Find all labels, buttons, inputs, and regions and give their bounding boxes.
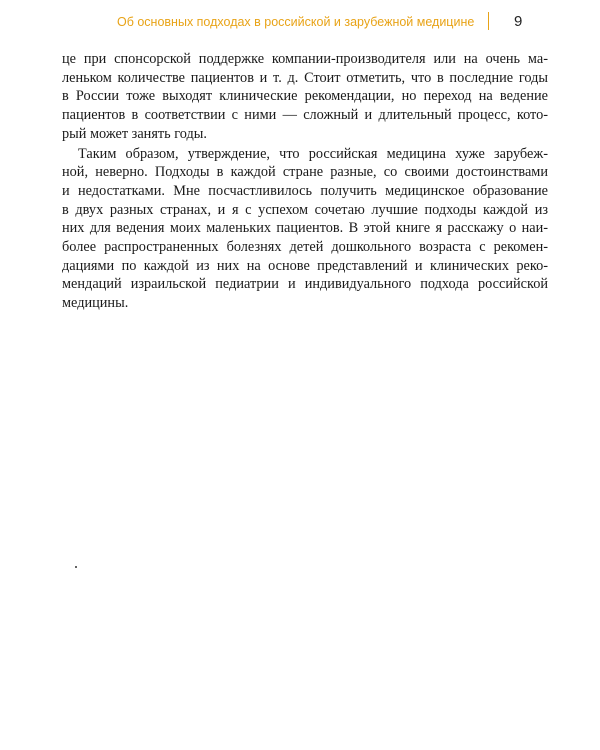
text-line: и недостатками. Мне посчастливилось получить медицинское образование [62, 182, 548, 199]
body-text [62, 50, 548, 313]
page-number: 9 [514, 13, 523, 30]
text-line: Таким образом, утверждение, что российская медицина хуже зарубеж- [78, 145, 548, 162]
paragraph-2 [62, 145, 548, 313]
text-line: в двух разных странах, и я с успехом сочетаю лучшие подходы каждой из [62, 201, 548, 218]
text-line: более распространенных болезнях детей дошкольного возраста с рекомен- [62, 239, 548, 256]
text-line: пациентов в соответствии с ними — сложный и длительный процесс, кото- [62, 107, 548, 124]
stray-dot-mark [75, 566, 77, 568]
text-line: дациями по каждой из них на основе представлений и клинических реко- [62, 257, 548, 274]
text-line: мендаций израильской педиатрии и индивидуального подхода российской [62, 276, 548, 293]
text-line: леньком количестве пациентов и т. д. Стоит отметить, что в последние годы [62, 69, 548, 86]
header-separator [488, 12, 489, 30]
text-line: це при спонсорской поддержке компании-производителя или на очень ма- [62, 51, 548, 67]
running-head-title: Об основных подходах в российской и зарубежной медицине [117, 15, 475, 29]
text-line: них для ведения моих маленьких пациентов. В этой книге я расскажу о наи- [62, 220, 548, 237]
text-line: рый может занять годы. [62, 125, 207, 142]
text-line: медицины. [62, 295, 129, 312]
text-line: в России тоже выходят клинические рекомендации, но переход на ведение [62, 88, 548, 105]
paragraph-1 [62, 50, 548, 144]
text-line: ной, неверно. Подходы в каждой стране разные, со своими достоинствами [62, 164, 548, 181]
